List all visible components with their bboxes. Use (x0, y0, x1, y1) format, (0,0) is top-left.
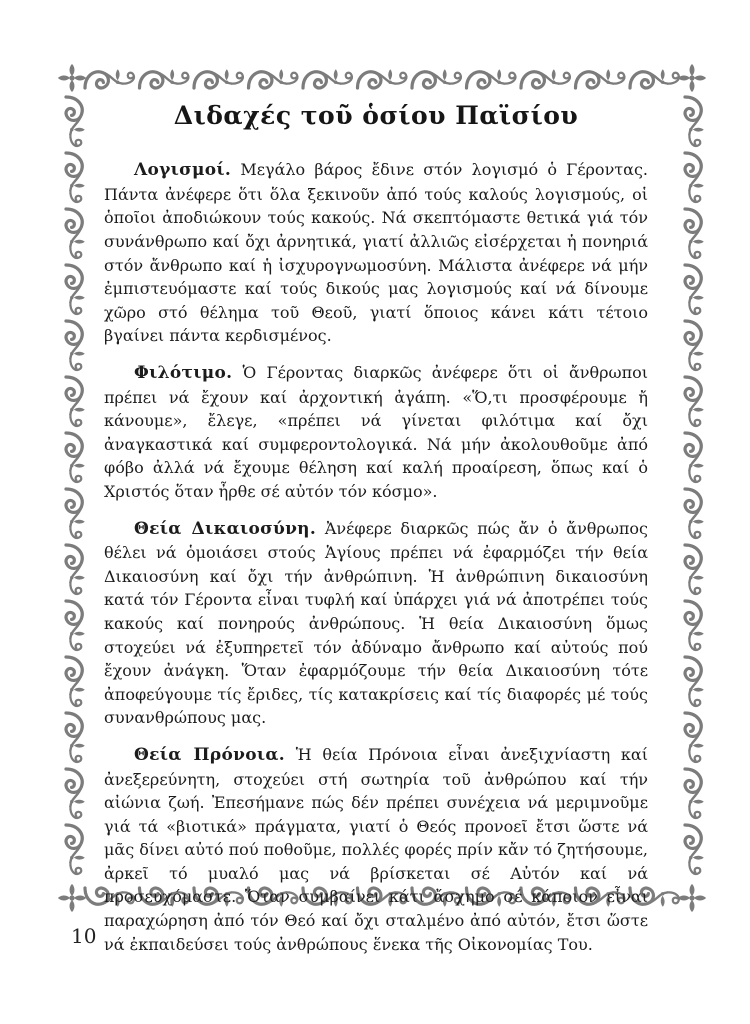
paragraph-text: Ἡ θεία Πρόνοια εἶναι ἀνεξιχνίαστη καί ἀνεξερεύνητη, στοχεύει στή σωτηρία τοῦ ἀνθρώπου καί τήν αἰώνια ζωή. Ἐπεσήμανε πώς δέν πρέπει συνέχεια νά μεριμνοῦμε γιά τά «βιοτικά» πράγματα, γιατί ὁ Θεός προνοεῖ ἔτσι ὥστε νά μᾶς δίνει αὐτό πού ποθοῦμε, πολλές φορές πρίν κἄν τό ζητήσουμε, ἀρκεῖ τό μυαλό μας νά βρίσκεται σέ Αὐτόν καί νά προσευχόμαστε. Ὅταν συμβαίνει κάτι ἄσχημο σέ κάποιον εἶναι παραχώρηση ἀπό τόν Θεό καί ὄχι σταλμένο ἀπό αὐτόν, ἔτσι ὥστε νά ἐκπαιδεύσει τούς ἀνθρώπους ἕνεκα τῆς Οἰκονομίας Του. (104, 744, 648, 954)
paragraph-theia-pronoia (104, 743, 648, 956)
paragraph-lead: Φιλότιμο. (134, 363, 233, 383)
paragraph-text: Μεγάλο βάρος ἔδινε στόν λογισμό ὁ Γέροντας. Πάντα ἀνέφερε ὅτι ὅλα ξεκινοῦν ἀπό τούς καλούς λογισμούς, οἱ ὁποῖοι ἀποδιώκουν τούς κακούς. Νά σκεπτόμαστε θετικά γιά τόν συνάνθρωπο καί ὄχι ἀρνητικά, γιατί ἀλλιῶς εἰσέρχεται ἡ πονηριά στόν ἄνθρωπο καί ἡ ἰσχυρογνωμοσύνη. Μάλιστα ἀνέφερε νά μήν ἐμπιστευόμαστε καί τούς δικούς μας λογισμούς καί νά δίνουμε χῶρο στό θέλημα τοῦ Θεοῦ, γιατί ὅποιος κάνει κάτι τέτοιο βγαίνει πάντα κερδισμένος. (104, 160, 648, 346)
page-number: 10 (71, 924, 97, 948)
paragraph-theia-dikaiosyni (104, 517, 648, 730)
paragraph-filotimo (104, 361, 648, 504)
paragraph-text: Ἀνέφερε διαρκῶς πώς ἄν ὁ ἄνθρωπος θέλει νά ὁμοιάσει στούς Ἁγίους πρέπει νά ἐφαρμόζει τήν θεία Δικαιοσύνη καί ὄχι τήν ἀνθρώπινη. Ἡ ἀνθρώπινη δικαιοσύνη κατά τόν Γέροντα εἶναι τυφλή καί ὑπάρχει γιά νά ἀποτρέπει τούς κακούς καί πονηρούς ἀνθρώπους. Ἡ θεία Δικαιοσύνη ὅμως στοχεύει νά ἐξυπηρετεῖ τόν ἀδύναμο ἄνθρωπο καί αὐτούς πού ἔχουν ἀνάγκη. Ὅταν ἐφαρμόζουμε τήν θεία Δικαιοσύνη τότε ἀποφεύγουμε τίς ἔριδες, τίς κατακρίσεις καί τίς διαφορές μέ τούς συνανθρώπους μας. (104, 518, 648, 728)
paragraph-lead: Λογισμοί. (134, 160, 232, 181)
paragraph-lead: Θεία Δικαιοσύνη. (134, 518, 317, 539)
paragraph-text: Ὁ Γέροντας διαρκῶς ἀνέφερε ὅτι οἱ ἄνθρωποι πρέπει νά ἔχουν καί ἀρχοντική ἀγάπη. «Ὅ,τι προσφέρουμε ἤ κάνουμε», ἔλεγε, «πρέπει νά γίνεται φιλότιμα καί ὄχι ἀναγκαστικά καί συμφεροντολογικά. Νά μήν ἀκολουθοῦμε ἀπό φόβο ἀλλά νά ἔχουμε θέληση καί καλή προαίρεση, ὅπως καί ὁ Χριστός ὅταν ἦρθε σέ αὐτόν τόν κόσμο». (104, 363, 648, 501)
paragraph-logismoi (104, 158, 648, 348)
text-block (104, 100, 648, 969)
page-title: Διδαχές τοῦ ὁσίου Παϊσίου (173, 101, 579, 130)
paragraph-lead: Θεία Πρόνοια. (134, 744, 285, 765)
